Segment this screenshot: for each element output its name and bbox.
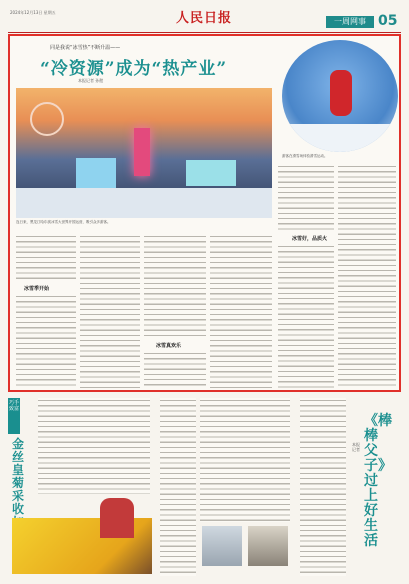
story-byline: 本报记者 — [352, 442, 360, 452]
article-column — [16, 294, 76, 388]
article-column — [338, 164, 396, 388]
skier-figure — [330, 70, 352, 116]
ice-building-shape — [186, 160, 236, 186]
snow-ground-shape — [16, 188, 272, 218]
story-title: 《棒棒父子》过上好生活 — [364, 413, 392, 549]
skier-photo-caption: 游客在滑雪场体验滑雪运动。 — [282, 154, 328, 158]
article-subhead: 冰雪好，品质火 — [292, 236, 328, 242]
main-photo-caption: 连日来，黑龙江哈尔滨冰雪大世界开园运营，吸引众多游客。 — [16, 220, 111, 224]
bangbang-story[interactable] — [300, 398, 400, 576]
ice-tower-shape — [134, 128, 150, 176]
article-column — [210, 234, 272, 388]
article-column — [200, 398, 290, 522]
ferris-wheel-shape — [30, 102, 64, 136]
skier-photo — [282, 40, 398, 152]
article-column — [144, 351, 206, 388]
article-headline: “冷资源”成为“热产业” — [40, 59, 228, 79]
newspaper-logo: 人民日报 — [176, 11, 233, 26]
article-column — [144, 234, 206, 340]
masthead — [8, 6, 401, 33]
section-label: 一周网事 — [326, 16, 374, 28]
article-column — [278, 164, 334, 232]
story-photo — [202, 526, 242, 566]
article-subhead: 冰雪季开始 — [24, 286, 50, 292]
ice-building-shape — [76, 158, 116, 188]
article-column — [160, 398, 196, 576]
article-subhead: 冰雪真欢乐 — [156, 343, 182, 349]
article-byline: 本报记者 孙懿 — [78, 78, 104, 83]
feature-article[interactable] — [8, 34, 401, 392]
article-column — [80, 234, 140, 388]
article-column — [16, 234, 76, 282]
article-kicker: 同是我说“冰雪热”不断升温—— — [50, 45, 121, 51]
story-tag: 巧手致富 — [8, 398, 20, 434]
chrysanthemum-story[interactable] — [8, 398, 156, 576]
middle-story[interactable] — [200, 398, 290, 576]
article-column — [38, 398, 150, 494]
ski-slope-shape — [282, 124, 398, 152]
worker-figure — [100, 498, 134, 538]
article-column — [300, 398, 346, 576]
issue-date: 2024年12月13日 星期五 — [10, 10, 56, 15]
story-photo — [248, 526, 288, 566]
story-title: 金丝皇菊采收 — [12, 437, 25, 516]
page-number: 05 — [378, 13, 398, 29]
ice-festival-photo — [16, 88, 272, 218]
article-column — [278, 244, 334, 388]
